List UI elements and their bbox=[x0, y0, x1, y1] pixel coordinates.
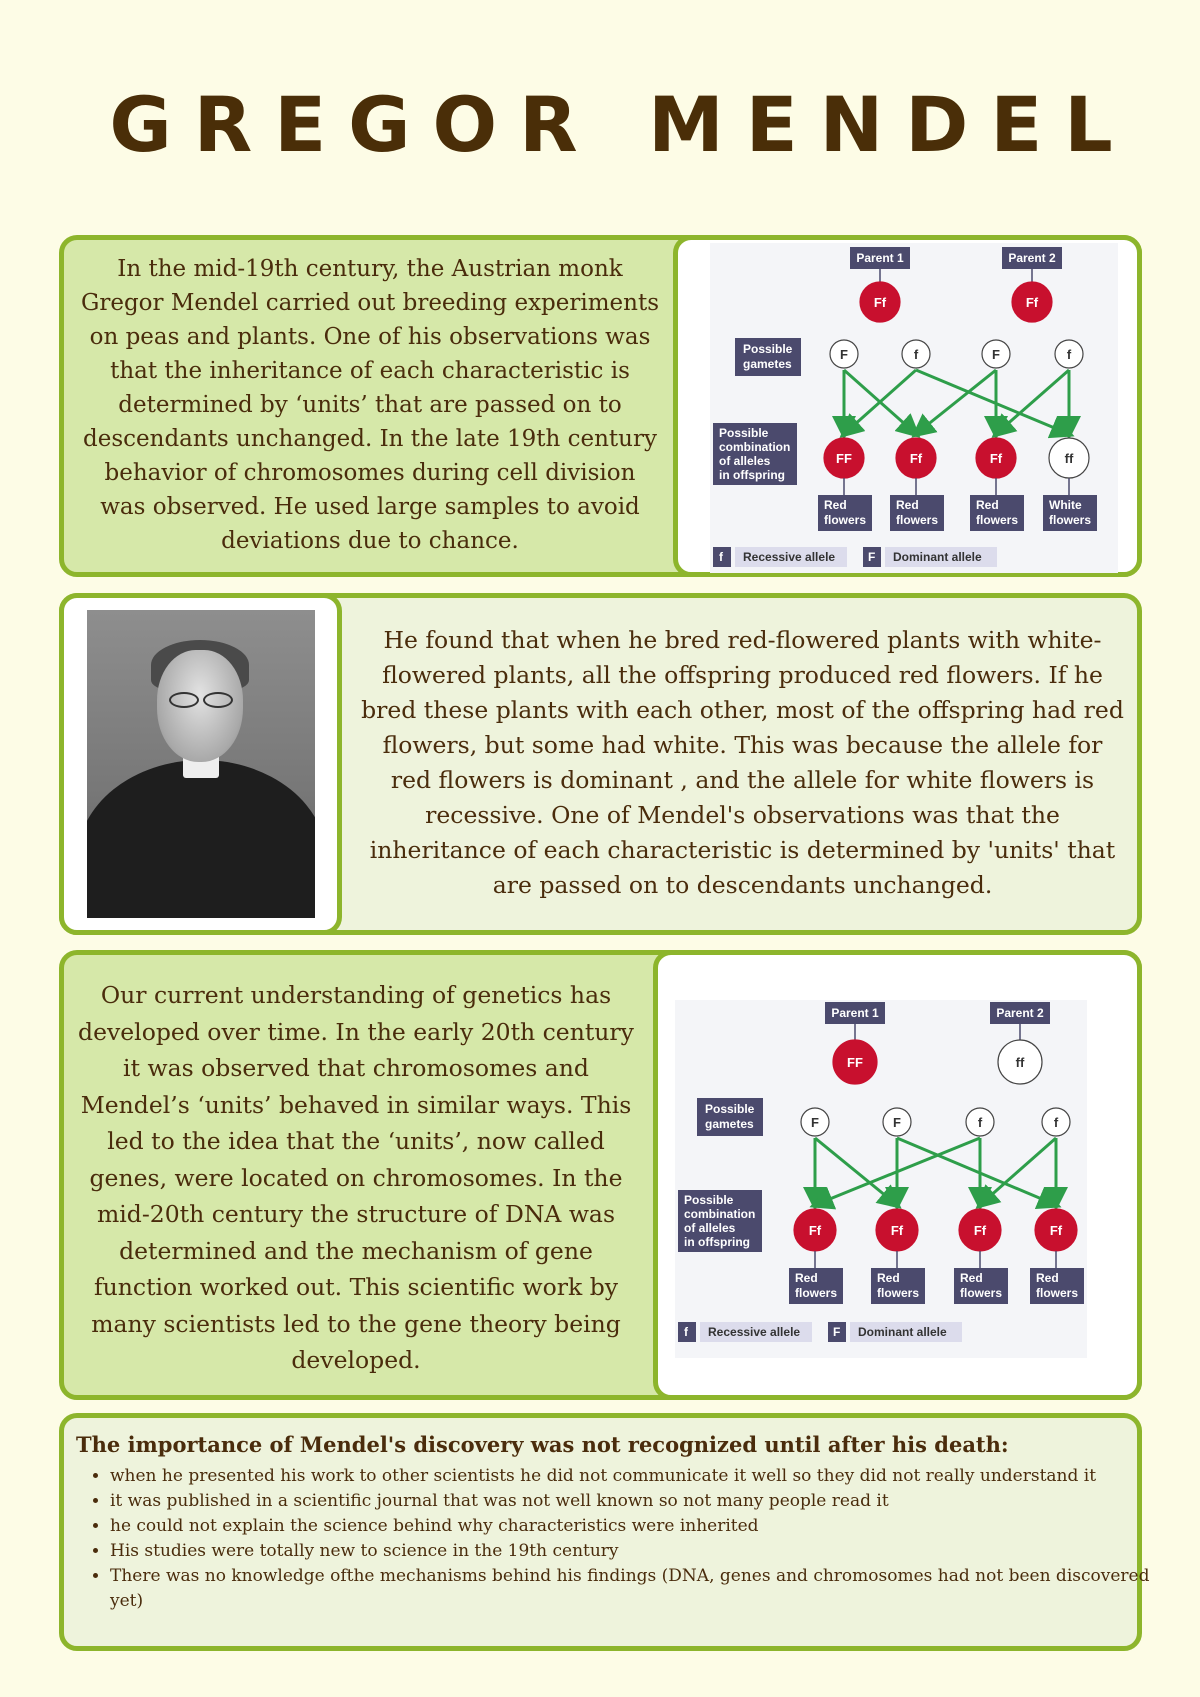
offspring-genotype: Ff bbox=[989, 451, 1003, 466]
importance-heading: The importance of Mendel's discovery was not recognized until after his death: bbox=[76, 1432, 1009, 1457]
result-label: White bbox=[1049, 498, 1082, 512]
combo-label: in offspring bbox=[719, 468, 785, 482]
combo-label: combination bbox=[719, 440, 791, 454]
list-item: • he could not explain the science behind why characteristics were inherited bbox=[110, 1514, 1160, 1539]
cross-arrow bbox=[980, 1138, 1056, 1205]
offspring-genotype: FF bbox=[836, 451, 852, 466]
gametes-label: gametes bbox=[705, 1117, 754, 1131]
cross-diagram-ff-ff bbox=[710, 243, 1118, 573]
intro-text: In the mid-19th century, the Austrian monk Gregor Mendel carried out breeding experiments on peas and plants. One of his observations was that the inheritance of each characteristic is determined by ‘units’ that are passed on to descendants unchanged. In the late 19th century behavior of chromosomes during cell division was observed. He used large samples to avoid deviations due to chance. bbox=[80, 256, 660, 554]
combo-label: Possible bbox=[719, 426, 769, 440]
result-label: Red bbox=[877, 1271, 900, 1285]
key-recessive-symbol: f bbox=[719, 550, 723, 564]
portrait-photo bbox=[87, 610, 315, 918]
result-label: flowers bbox=[877, 1286, 920, 1300]
findings-text: He found that when he bred red-flowered plants with white-flowered plants, all the offspring produced red flowers. If he bred these plants with each other, most of the offspring had red flowers, but some had white. This was because the allele for red flowers is dominant , and the allele for white flowers is recessive. One of Mendel's observations was that the inheritance of each characteristic is determined by 'units' that are passed on to descendants unchanged. bbox=[361, 626, 1124, 899]
cross-arrow bbox=[916, 370, 996, 434]
offspring-genotype: Ff bbox=[808, 1223, 822, 1238]
parent-genotype: FF bbox=[847, 1055, 863, 1070]
key-dominant-symbol: F bbox=[868, 550, 876, 564]
gametes-label: gametes bbox=[743, 357, 792, 371]
gamete-allele: f bbox=[1053, 1115, 1059, 1130]
list-item: • when he presented his work to other scientists he did not communicate it well so they did not really understand it bbox=[110, 1464, 1160, 1489]
diagram1 bbox=[710, 243, 1118, 573]
list-item: • There was no knowledge ofthe mechanisms behind his findings (DNA, genes and chromosomes had not been discovered yet) bbox=[110, 1564, 1160, 1614]
page-title: GREGOR MENDEL bbox=[109, 80, 1135, 169]
gamete-allele: F bbox=[992, 347, 1000, 362]
result-label: flowers bbox=[1036, 1286, 1079, 1300]
result-label: Red bbox=[795, 1271, 818, 1285]
combo-label: of alleles bbox=[684, 1221, 736, 1235]
result-label: Red bbox=[1036, 1271, 1059, 1285]
key-recessive-symbol: f bbox=[684, 1325, 688, 1339]
gamete-allele: F bbox=[811, 1115, 819, 1130]
key-dominant-label: Dominant allele bbox=[893, 550, 982, 564]
result-label: flowers bbox=[795, 1286, 838, 1300]
parent-label: Parent 1 bbox=[831, 1006, 879, 1020]
offspring-genotype: Ff bbox=[890, 1223, 904, 1238]
offspring-genotype: Ff bbox=[1049, 1223, 1063, 1238]
cross-arrow bbox=[996, 370, 1069, 434]
gamete-allele: f bbox=[1066, 347, 1072, 362]
importance-list bbox=[76, 1464, 1160, 1614]
result-label: flowers bbox=[960, 1286, 1003, 1300]
combo-label: of alleles bbox=[719, 454, 771, 468]
parent-label: Parent 2 bbox=[1008, 251, 1056, 265]
result-label: flowers bbox=[976, 513, 1019, 527]
parent-genotype: ff bbox=[1015, 1055, 1025, 1070]
gamete-allele: F bbox=[893, 1115, 901, 1130]
offspring-genotype: Ff bbox=[909, 451, 923, 466]
result-label: flowers bbox=[1049, 513, 1092, 527]
offspring-genotype: Ff bbox=[973, 1223, 987, 1238]
result-label: Red bbox=[976, 498, 999, 512]
diagram2 bbox=[675, 1000, 1087, 1358]
cross-arrow bbox=[897, 1138, 1056, 1205]
gametes-label: Possible bbox=[743, 342, 793, 356]
gametes-label: Possible bbox=[705, 1102, 755, 1116]
combo-label: in offspring bbox=[684, 1235, 750, 1249]
result-label: Red bbox=[896, 498, 919, 512]
gamete-allele: f bbox=[977, 1115, 983, 1130]
parent-genotype: Ff bbox=[873, 295, 887, 310]
cross-arrow bbox=[916, 370, 1069, 434]
parent-label: Parent 2 bbox=[996, 1006, 1044, 1020]
key-recessive-label: Recessive allele bbox=[708, 1325, 801, 1339]
combo-label: Possible bbox=[684, 1193, 734, 1207]
key-dominant-label: Dominant allele bbox=[858, 1325, 947, 1339]
understanding-text: Our current understanding of genetics has developed over time. In the early 20th century it was observed that chromosomes and Mendel’s ‘units’ behaved in similar ways. This led to the idea that the ‘units’, now called genes, were located on chromosomes. In the mid-20th century the structure of DNA was determined and the mechanism of gene function worked out. This scientific work by many scientists led to the gene theory being developed. bbox=[78, 981, 634, 1374]
key-dominant-symbol: F bbox=[833, 1325, 841, 1339]
list-item: • it was published in a scientific journal that was not well known so not many people read it bbox=[110, 1489, 1160, 1514]
key-recessive-label: Recessive allele bbox=[743, 550, 836, 564]
list-item: • His studies were totally new to science in the 19th century bbox=[110, 1539, 1160, 1564]
parent-label: Parent 1 bbox=[856, 251, 904, 265]
cross-arrow bbox=[815, 1138, 897, 1205]
result-label: Red bbox=[824, 498, 847, 512]
result-label: Red bbox=[960, 1271, 983, 1285]
offspring-genotype: ff bbox=[1064, 451, 1074, 466]
cross-diagram-FF-ff bbox=[675, 1000, 1087, 1358]
result-label: flowers bbox=[824, 513, 867, 527]
result-label: flowers bbox=[896, 513, 939, 527]
parent-genotype: Ff bbox=[1025, 295, 1039, 310]
gamete-allele: F bbox=[840, 347, 848, 362]
combo-label: combination bbox=[684, 1207, 756, 1221]
gamete-allele: f bbox=[913, 347, 919, 362]
